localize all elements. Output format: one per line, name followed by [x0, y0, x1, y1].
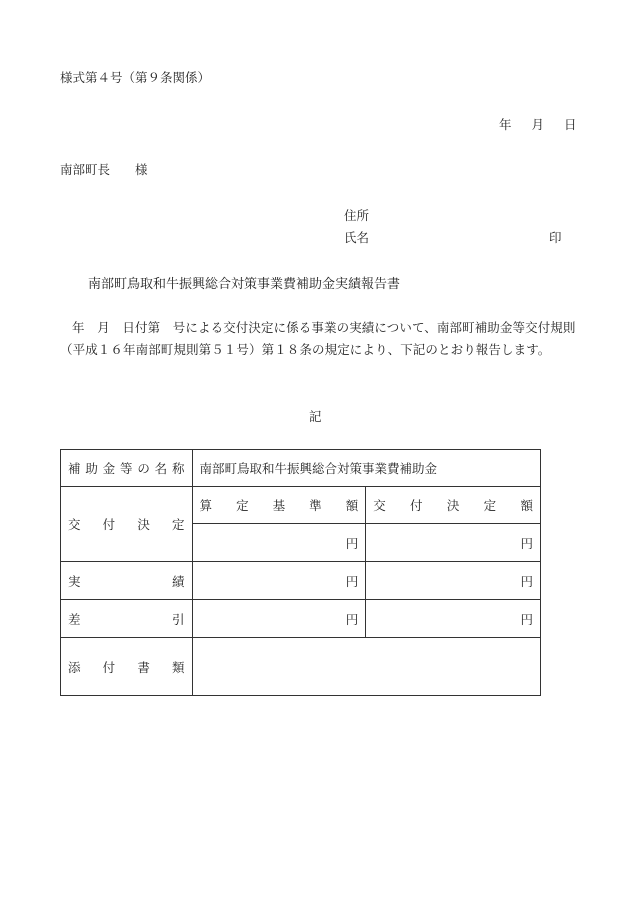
jisseki-amount-2: 円	[366, 562, 541, 600]
tenpu-shorui-value	[192, 638, 540, 696]
subsidy-name-label: 補 助 金 等 の 名 称	[61, 450, 193, 487]
kofu-kettei-label: 交 付 決 定	[61, 487, 193, 562]
date-day: 日	[564, 117, 577, 132]
tenpu-shorui-label: 添 付 書 類	[61, 638, 193, 696]
table-row	[61, 450, 541, 487]
name-label: 氏名	[344, 230, 370, 245]
subsidy-name-value: 南部町鳥取和牛振興総合対策事業費補助金	[192, 450, 540, 487]
sabiki-label: 差 引	[61, 600, 193, 638]
seal-mark: 印	[549, 230, 562, 245]
addressee: 南部町長 様	[60, 162, 148, 177]
table-row	[61, 638, 541, 696]
form-number: 様式第４号（第９条関係）	[60, 70, 211, 85]
jisseki-amount-1: 円	[192, 562, 366, 600]
table-row	[61, 600, 541, 638]
kofu-kettei-header: 交 付 決 定 額	[366, 487, 541, 524]
jisseki-label: 実 績	[61, 562, 193, 600]
sabiki-amount-2: 円	[366, 600, 541, 638]
date-month: 月	[531, 117, 545, 132]
address-label: 住所	[344, 208, 370, 223]
kofu-kettei-amount: 円	[366, 524, 541, 562]
report-table	[60, 449, 541, 696]
date-year: 年	[499, 117, 512, 132]
sabiki-amount-1: 円	[192, 600, 366, 638]
document-title: 南部町鳥取和牛振興総合対策事業費補助金実績報告書	[88, 277, 401, 292]
santei-kijun-header: 算 定 基 準 額	[192, 487, 366, 524]
table-row	[61, 562, 541, 600]
ki-heading: 記	[309, 409, 322, 424]
date-line	[499, 115, 577, 133]
body-text: 年 月 日付第 号による交付決定に係る事業の実績について、南部町補助金等交付規則（平成１６年南部町規則第５１号）第１８条の規定により、下記のとおり報告します。	[60, 320, 576, 357]
santei-kijun-amount: 円	[192, 524, 366, 562]
table-row	[61, 487, 541, 524]
